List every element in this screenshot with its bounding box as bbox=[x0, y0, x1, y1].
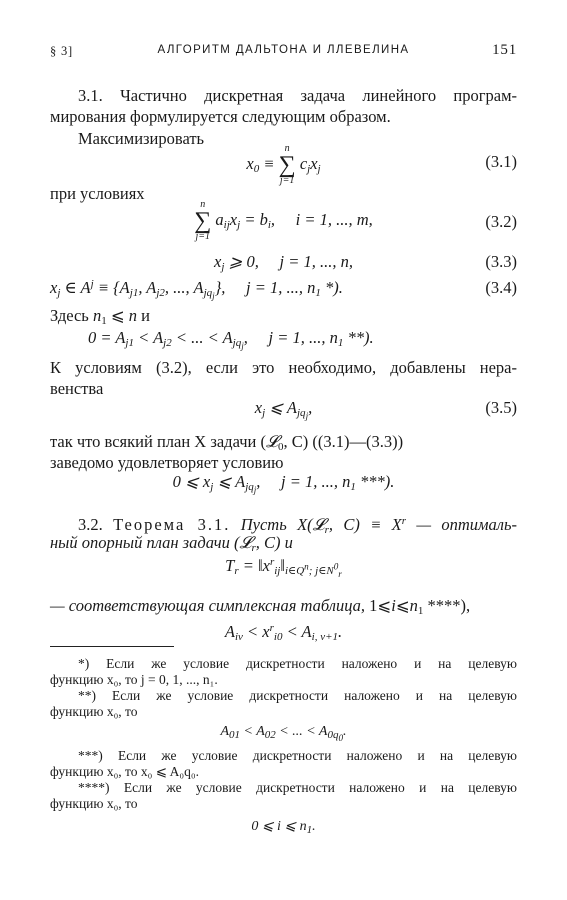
paragraph-3-1-line1 bbox=[50, 85, 517, 107]
paragraph-plan-line2: заведомо удовлетворяет условию bbox=[50, 453, 284, 472]
equation-3-3: $x_j$ ⩾ 0, j = 1, ..., n, bbox=[214, 252, 353, 273]
here-label: Здесь bbox=[50, 306, 89, 325]
conditions-label: при условиях bbox=[50, 184, 145, 203]
equation-number: (3.5) bbox=[485, 398, 517, 417]
equation-ineq: $A_{iv} < x^r_{i0} < A_{i, v+1}$. bbox=[224, 622, 343, 643]
section-number: 3.1. bbox=[78, 86, 103, 105]
here-line: Здесь $n_1$ ⩽ n и bbox=[50, 306, 151, 327]
theorem-line3: — соответствующая симплексная таблица, $1⩽i⩽n_1$ ****), bbox=[50, 596, 471, 617]
section-marker: § 3] bbox=[50, 44, 73, 58]
equation-order: $0 = A_{j1} < A_{j2}$ < ... < $A_{jq_j}$, j = 1, ..., $n_1$ **). bbox=[88, 328, 374, 352]
equation-number: (3.2) bbox=[485, 212, 517, 231]
paragraph-3-1-line3: Максимизировать bbox=[78, 129, 205, 148]
equation-table: $T_r$ = $‖x^r_{ij}‖_{i\in Q^n; j\in N^0_r}$ bbox=[225, 556, 342, 580]
paragraph-3-1-line2: мирования формулируется следующим образом. bbox=[50, 107, 391, 126]
footnote-4-line2: функцию x₀, то bbox=[50, 796, 138, 811]
footnote-3-line1: ***) Если же условие дискретности наложено и на целевую bbox=[78, 748, 517, 763]
equation-3-1: $x_0$ ≡ n ∑ j=1 $c_jx_j$ bbox=[246, 143, 321, 186]
footnote-rule bbox=[50, 646, 174, 647]
footnote-3-line2: функцию x₀, то x₀ ⩽ A₀q₀. bbox=[50, 764, 199, 779]
theorem-line1: 3.2. Теорема 3.1. Пусть X(𝓛$_r$, $C) \equiv X^r$ — оптималь- bbox=[78, 515, 518, 536]
equation-bound: 0 ⩽ $x_j$ ⩽ $A_{jq_j}$, j = 1, ..., $n_1$ ***). bbox=[172, 472, 395, 496]
footnote-4-equation: 0 ⩽ i ⩽ $n_1$. bbox=[251, 819, 316, 836]
paragraph-plan-line1: так что всякий план X задачи (𝓛$_0$, C) ((3.1)—(3.3)) bbox=[50, 432, 404, 453]
paragraph-conditions-line2: венства bbox=[50, 379, 104, 398]
footnote-1-line2: функцию x₀, то j = 0, 1, ..., n₁. bbox=[50, 672, 218, 687]
footnote-1-line1: *) Если же условие дискретности наложено и на целевую bbox=[78, 656, 517, 671]
equation-3-4: $x_j$ ∈ $A^j \equiv \{A_{j1}$, $A_{j2}$, ..., $A_{jq_j}$}, j = 1, ..., $n_1$ *). bbox=[50, 278, 343, 302]
footnote-2-equation: $A_{01} < A_{02}$ < ... < $A_{0q_0}$. bbox=[220, 724, 347, 744]
equation-3-2: n ∑ j=1 $a_{ij}x_j = b_i$, i = 1, ..., m, bbox=[194, 199, 373, 242]
text: Частично дискретная задача линейного програм- bbox=[120, 86, 518, 105]
equation-number: (3.3) bbox=[485, 252, 517, 271]
footnote-4-line1: ****) Если же условие дискретности наложено и на целевую bbox=[78, 780, 517, 795]
equation-number: (3.1) bbox=[485, 152, 517, 171]
paragraph-conditions-line1: К условиям (3.2), если это необходимо, добавлены нера- bbox=[50, 358, 517, 377]
equation-number: (3.4) bbox=[485, 278, 517, 297]
footnote-2-line1: **) Если же условие дискретности наложено и на целевую bbox=[78, 688, 517, 703]
footnote-2-line2: функцию x₀, то bbox=[50, 704, 138, 719]
page-number: 151 bbox=[492, 42, 517, 58]
theorem-line2: ный опорный план задачи (𝓛$_r$, C) и bbox=[50, 533, 293, 554]
running-title: АЛГОРИТМ ДАЛЬТОНА И ЛЛЕВЕЛИНА bbox=[157, 44, 410, 56]
equation-3-5: $x_j$ ⩽ $A_{jq_j}$, bbox=[254, 398, 313, 422]
